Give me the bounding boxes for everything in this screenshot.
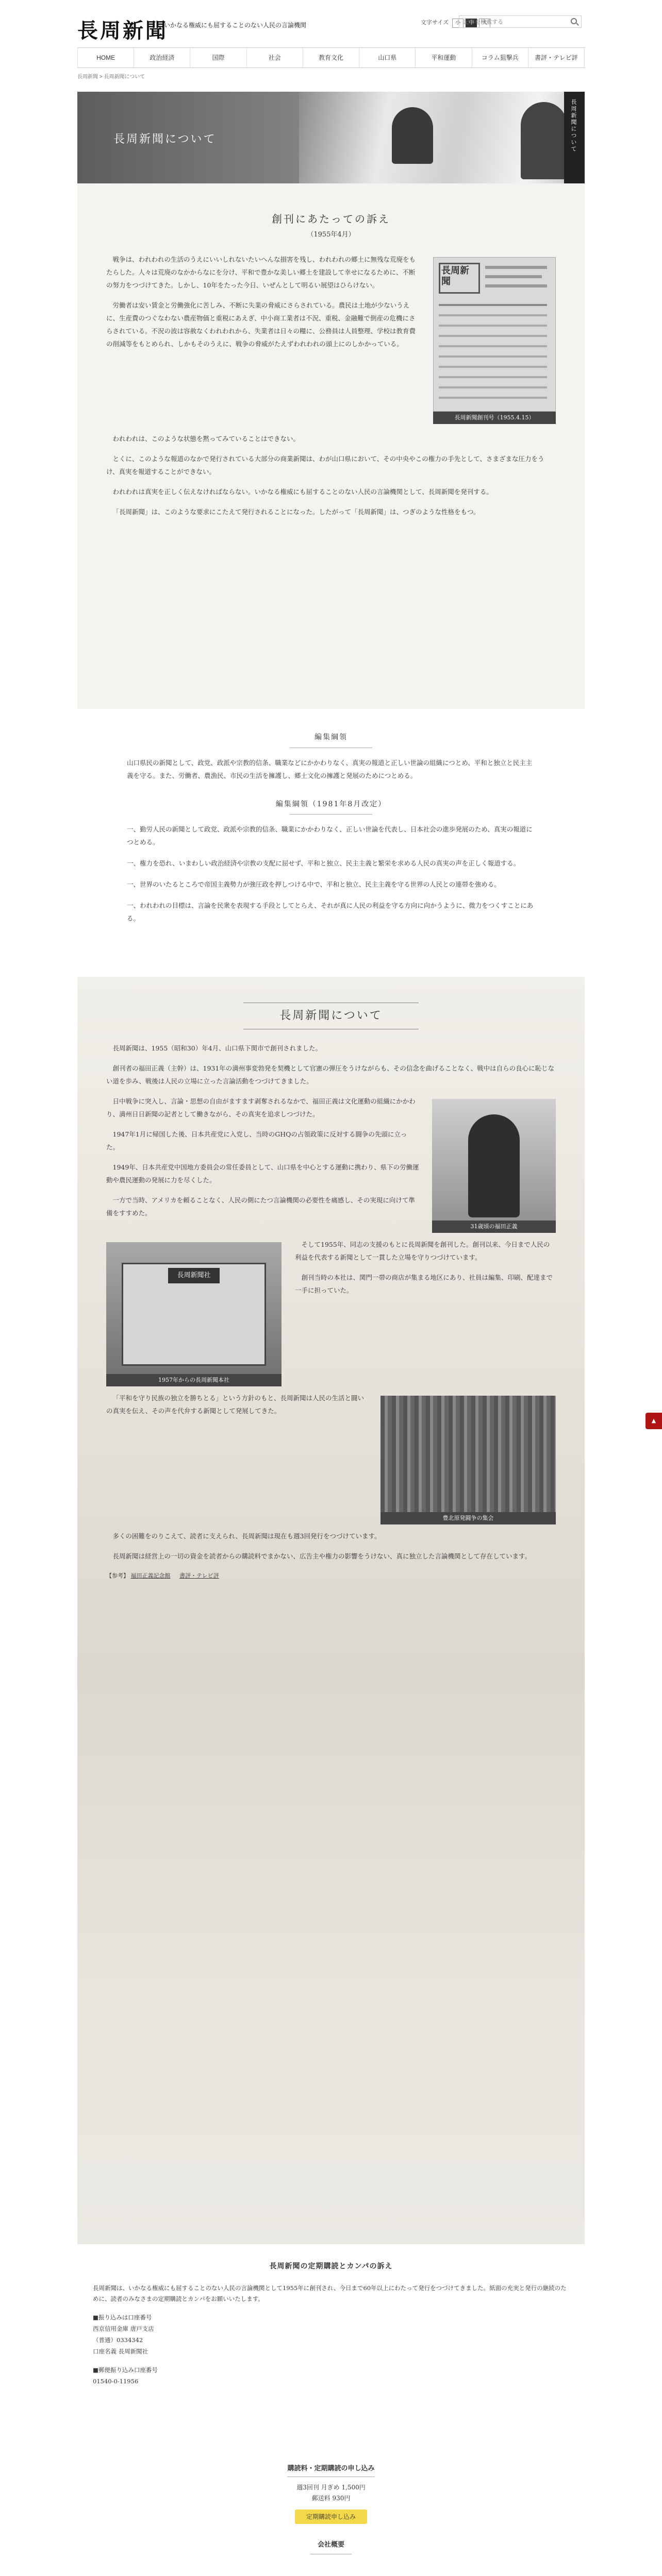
breadcrumb[interactable]: 長周新聞 > 長周新聞について xyxy=(77,74,145,80)
nav-home[interactable]: HOME xyxy=(77,48,134,67)
search-icon[interactable] xyxy=(571,18,577,24)
policy-item: 一、世界のいたるところで帝国主義勢力が強圧政を押しつける中で、平和と独立、民主主義を守る世界の人民との連帯を強める。 xyxy=(127,880,501,889)
headquarters-caption: 1957年からの長周新聞本社 xyxy=(106,1374,282,1386)
bank-account-line: （普通）0334342 xyxy=(93,2336,143,2344)
fee-row: 郵送料 930円 xyxy=(311,2495,351,2502)
founding-appeal-title: 創刊にあたっての訴え xyxy=(272,213,390,225)
about-section xyxy=(77,977,585,2244)
paragraph: 創刊当時の本社は、関門一帯の商店が集まる地区にあり、社員は編集、印刷、配達まで一手に担っていた。 xyxy=(295,1274,553,1294)
policy-item: 一、われわれの目標は、言論を民衆を表現する手段としてとらえ、それが真に人民の利益を守る方向に向かうように、微力をつくすことにある。 xyxy=(127,902,534,923)
paragraph: われわれは真実を正しく伝えなければならない。いかなる権威にも屈することのない人民の言論機関として、長周新聞を発刊する。 xyxy=(112,487,493,496)
font-size-medium-button[interactable]: 中 xyxy=(466,19,477,28)
headquarters-sign: 長周新聞社 xyxy=(168,1268,220,1283)
nav-yamaguchi[interactable]: 山口県 xyxy=(359,48,416,67)
paragraph: 創刊者の福田正義（主幹）は、1931年の満州事変勃発を契機として官憲の弾圧をうけながらも、その信念を曲げることなく、戦中は自らの良心に恥じない道を歩み、戦後は人民の立場に立った言論活動をつづけてきました。 xyxy=(106,1064,555,1085)
policy-item: 一、権力を恐れ、いまわしい政治経済や宗教の支配に屈せず、平和と独立、民主主義と繁栄を求める人民の真実の声を正しく報道する。 xyxy=(127,859,520,868)
first-issue-image xyxy=(433,257,556,412)
paragraph: 労働者は安い賃金と労働強化に苦しみ、不断に失業の脅威にさらされている。農民は土地が少ないうえに、生産費のつぐなわない農産物価と重税にあえぎ、中小商工業者は不況、重税、金融難で倒産の危機にさらされている。不況の波は容赦なくわれわれから、失業者は日々の糧に、公務員は人員整理、学校は教育費の削減等をもとめられ、しかもそのうえに、戦争の脅威がたえずわれわれの頭上にのしかかっている。 xyxy=(106,301,416,348)
reference-link[interactable]: 福田正義記念館 xyxy=(130,1572,171,1579)
subscription-fee-section xyxy=(77,2455,585,2528)
headquarters-photo xyxy=(106,1242,282,1386)
paragraph: 日中戦争に突入し、言論・思想の自由がますます剥奪されるなかで、福田正義は文化運動の組織にかかわり、満州日日新聞の記者として働きながら、その真実を追求しつづけた。 xyxy=(106,1097,416,1118)
founding-appeal-date: （1955年4月） xyxy=(307,231,355,239)
search-input[interactable] xyxy=(459,16,562,28)
postal-account-line: 01540-0-11956 xyxy=(93,2377,139,2385)
first-issue-figure xyxy=(433,257,556,424)
font-size-label: 文字サイズ xyxy=(421,20,449,26)
bank-account xyxy=(93,2312,569,2357)
bank-account-line: 口座名義 長周新聞社 xyxy=(93,2347,148,2355)
bank-account-line: 西京信用金庫 唐戸支店 xyxy=(93,2325,154,2333)
postal-account-title: ■郵便振り込み口座番号 xyxy=(93,2366,158,2374)
paragraph: 多くの困難をのりこえて、読者に支えられ、長周新聞は現在も週3回発行をつづけています。 xyxy=(112,1532,381,1540)
first-issue-caption: 長周新聞創刊号（1955.4.15） xyxy=(433,412,556,424)
paragraph: 「長周新聞」は、このような要求にこたえて発行されることになった。したがって「長周新聞」は、つぎのような性格をもつ。 xyxy=(112,507,480,516)
rally-photo xyxy=(380,1396,556,1524)
postal-account xyxy=(93,2365,569,2387)
bank-account-title: ■振り込みは口座番号 xyxy=(93,2314,152,2321)
nav-column[interactable]: コラム狙撃兵 xyxy=(472,48,528,67)
nav-society[interactable]: 社会 xyxy=(247,48,303,67)
policy-item: 一、勤労人民の新聞として政党、政派や宗教的信条、職業にかかわりなく、正しい世論を代表し、日本社会の進歩発展のため、真実の報道につとめる。 xyxy=(127,825,533,846)
font-size-large-button[interactable]: 大 xyxy=(479,19,490,28)
nav-politics[interactable]: 政治経済 xyxy=(134,48,190,67)
about-lead: 長周新聞は、1955（昭和30）年4月、山口県下関市で創刊されました。 xyxy=(112,1044,322,1052)
main-nav xyxy=(77,47,585,68)
company-section xyxy=(77,2530,585,2576)
hero-vertical-badge: 長周新聞について xyxy=(564,92,585,183)
subscribe-button[interactable]: 定期購読申し込み xyxy=(295,2510,367,2524)
nav-peace[interactable]: 平和運動 xyxy=(416,48,472,67)
founding-appeal-text-full xyxy=(106,432,556,518)
paragraph: とくに、このような報道のなかで発行されている大部分の商業新聞は、わが山口県において、その中央やこの権力の手先として、さまざまな圧力をうけ、真実を報道することができない。 xyxy=(106,454,544,476)
about-title: 長周新聞について xyxy=(243,1003,419,1029)
subscription-fee-title: 購読料・定期購読の申し込み xyxy=(287,2463,374,2477)
nav-education[interactable]: 教育文化 xyxy=(303,48,359,67)
paragraph: 1949年、日本共産党中国地方委員会の常任委員として、山口県を中心とする運動に携わり、県下の労働運動や農民運動の発展に力を尽くした。 xyxy=(106,1163,419,1184)
editorial-policy-title: 編集綱領 xyxy=(127,731,535,748)
font-size-small-button[interactable]: 小 xyxy=(452,19,464,28)
site-logo[interactable]: 長周新聞 xyxy=(77,19,168,43)
paragraph: 一方で当時、アメリカを頼ることなく、人民の側にたつ言論機関の必要性を痛感し、その実現に向けて準備をすすめた。 xyxy=(106,1196,415,1217)
fee-row: 週3回刊 月ぎめ 1,500円 xyxy=(296,2483,366,2491)
back-to-top-button[interactable]: ▲ xyxy=(646,1413,662,1429)
editorial-policy-section xyxy=(77,709,585,977)
paragraph: 1947年1月に帰国した後、日本共産党に入党し、当時のGHQの占領政策に反対する闘争の先頭に立った。 xyxy=(106,1130,407,1151)
rally-caption: 豊北原発闘争の集会 xyxy=(380,1512,556,1524)
reference-label: 【参考】 xyxy=(106,1572,129,1579)
hero-person-1 xyxy=(392,107,433,164)
paragraph: われわれは、このような状態を黙ってみていることはできない。 xyxy=(112,434,300,443)
founding-appeal-section xyxy=(77,183,585,709)
editorial-policy-revised-title: 編集綱領（1981年8月改定） xyxy=(127,798,535,815)
paragraph: 戦争は、われわれの生活のうえにいいしれないたいへんな損害を残し、われわれの郷土に無残な荒廃をもたらした。人々は荒廃のなかからなにを分け、平和で豊かな美しい郷土を建設して幸せになるために、不断の努力をつづけてきた。しかし、10年をたった今日、いぜんとして明るい展望はひらけない。 xyxy=(106,255,416,289)
nav-reviews[interactable]: 書評・テレビ評 xyxy=(528,48,585,67)
hero-person-2 xyxy=(521,102,567,179)
reference-link[interactable]: 書評・テレビ評 xyxy=(179,1572,219,1579)
hero-banner xyxy=(77,92,585,183)
company-title: 会社概要 xyxy=(77,2539,585,2554)
paragraph: 「平和を守り民族の独立を勝ちとる」という方針のもと、長周新聞は人民の生活と闘いの真実を伝え、その声を代弁する新聞として発展してきた。 xyxy=(106,1394,365,1415)
site-tagline: いかなる権威にも屈することのない人民の言論機関 xyxy=(164,22,307,29)
subscription-appeal-title: 長周新聞の定期購読とカンパの訴え xyxy=(269,2262,393,2270)
reference-links xyxy=(106,1571,556,1582)
founder-portrait-caption: 31歳頃の福田正義 xyxy=(432,1221,556,1233)
nav-international[interactable]: 国際 xyxy=(190,48,246,67)
first-issue-masthead: 長周新聞 xyxy=(439,263,480,294)
subscription-appeal-text: 長周新聞は、いかなる権威にも屈することのない人民の言論機関として1955年に創刊され、今日まで60年以上にわたって発行をつづけてきました。紙面の充実と発行の継続のために、読者のみなさまの定期購読とカンパをお願いいたします。 xyxy=(93,2284,567,2303)
search-box xyxy=(459,15,582,28)
paragraph: 長周新聞は経営上の一切の資金を読者からの購読料でまかない、広告主や権力の影響をうけない、真に独立した言論機関として存在しています。 xyxy=(112,1552,532,1560)
page-title: 長周新聞について xyxy=(113,133,217,146)
founding-appeal-text xyxy=(106,253,416,358)
site-header xyxy=(0,0,662,44)
subscription-appeal-section xyxy=(77,2244,585,2455)
paragraph: そして1955年、同志の支援のもとに長周新聞を創刊した。創刊以来、今日まで人民の利益を代表する新聞として一貫した立場を守りつづけています。 xyxy=(295,1241,550,1261)
founder-portrait xyxy=(432,1099,556,1233)
editorial-policy-text: 山口県民の新聞として、政党、政派や宗教的信条、職業などにかかわりなく、真実の報道と正しい世論の組織につとめ、平和と独立と民主主義を守る。また、労働者、農漁民、市民の生活を擁護し、郷土文化の擁護と発展のためにつとめる。 xyxy=(127,758,533,779)
